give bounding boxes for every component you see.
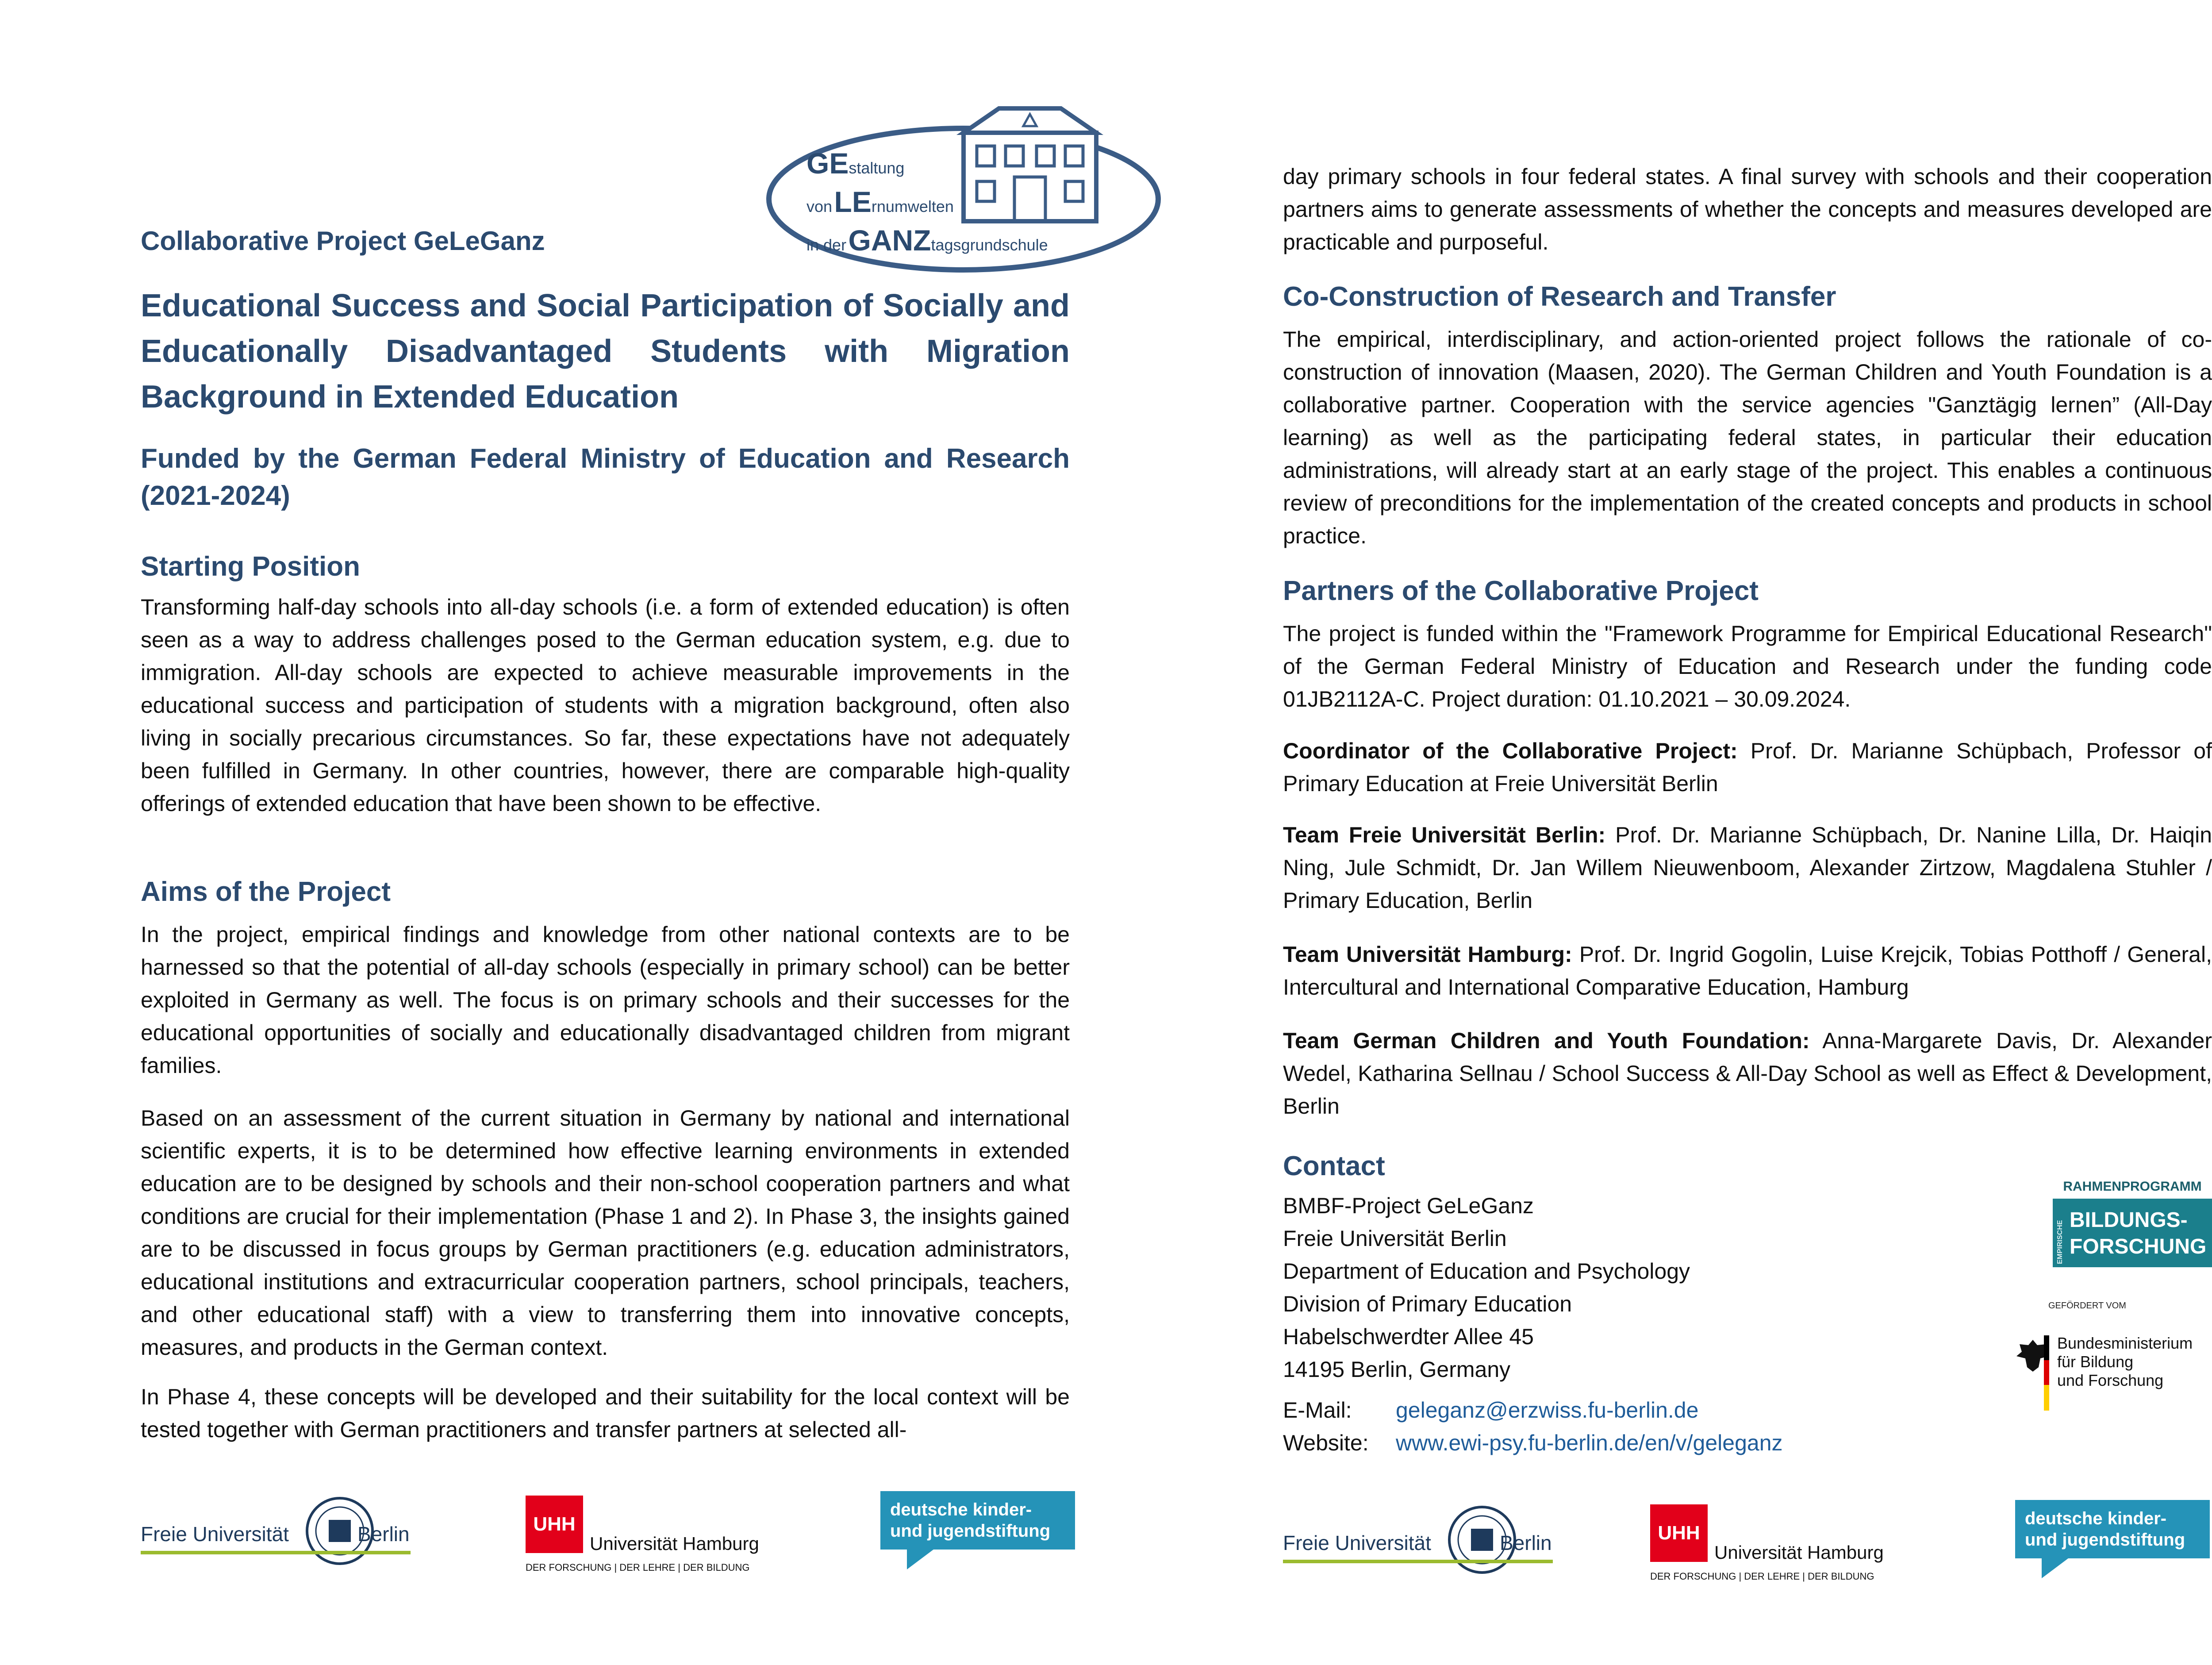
funding-statement: Funded by the German Federal Ministry of Education and Research (2021-2024) xyxy=(141,443,1070,511)
website-link[interactable]: www.ewi-psy.fu-berlin.de/en/v/geleganz xyxy=(1396,1430,1783,1455)
co-construction-text: The empirical, interdisciplinary, and action-oriented project follows the rationale of co-construction of innovation (Maasen, 2020). The German Children and Youth Foundation is a collaborative partner. Cooperation with the service agencies "Ganztägig lernen” (All-Day learning) as well as the participating federal states, in particular their education administrations, will already start at an early stage of the project. This enables a continuous review of preconditions for the implementation of the created concepts and products in school practice. xyxy=(1283,327,2212,548)
email-link[interactable]: geleganz@erzwiss.fu-berlin.de xyxy=(1396,1398,1699,1423)
project-label: Collaborative Project GeLeGanz xyxy=(141,226,545,256)
fu-berlin-logo xyxy=(141,1496,411,1571)
contact-line: Division of Primary Education xyxy=(1283,1292,1572,1316)
logo-ge: GE xyxy=(806,147,849,180)
starting-position-text: Transforming half-day schools into all-day schools (i.e. a form of extended education) is often seen as a way to address challenges posed to the German education system, e.g. due to immigration. All-day schools are expected to achieve measurable improvements in the educational success and participation of students with a migration background, often also living in socially precarious circumstances. So far, these expectations have not adequately been fulfilled in Germany. In other countries, however, there are comparable high-quality offerings of extended education that have been shown to be effective. xyxy=(141,595,1070,816)
team-uhh-label: Team Universität Hamburg: xyxy=(1283,942,1572,967)
team-fu-label: Team Freie Universität Berlin: xyxy=(1283,823,1606,847)
dkjs-logo xyxy=(880,1491,1075,1571)
team-dkjs-text: Anna-Margarete Davis, Dr. Alexander Wedel, Katharina Sellnau / School Success & All-Day School as well as Effect & Development, Berlin xyxy=(1283,1028,2212,1119)
flag-stripe xyxy=(2044,1335,2049,1411)
contact-address xyxy=(1283,1189,1902,1386)
contact-line: Freie Universität Berlin xyxy=(1283,1226,1507,1251)
team-uhh-block xyxy=(1283,938,2212,1004)
contact-line: BMBF-Project GeLeGanz xyxy=(1283,1193,1534,1218)
aims-paragraph-3: In Phase 4, these concepts will be developed and their suitability for the local context will be tested together with German practitioners and transfer partners at selected all- xyxy=(141,1384,1070,1442)
logo-rnumwelten: rnumwelten xyxy=(871,197,954,215)
fu-logo-underline xyxy=(141,1551,411,1554)
fu-logo-text-right: Berlin xyxy=(357,1523,410,1546)
dkjs-line-1: deutsche kinder- xyxy=(2025,1509,2167,1528)
uhh-mark: UHH xyxy=(526,1496,583,1553)
contact-line: Department of Education and Psychology xyxy=(1283,1259,1690,1284)
uhh-tagline: DER FORSCHUNG | DER LEHRE | DER BILDUNG xyxy=(526,1562,750,1573)
dkjs-speech-tail-icon xyxy=(907,1550,933,1569)
uhh-logo-right xyxy=(1650,1504,1898,1588)
coordinator-block xyxy=(1283,734,2212,800)
dkjs-box xyxy=(880,1491,1075,1550)
fu-logo-text-right: Berlin xyxy=(1500,1531,1552,1554)
contact-line: 14195 Berlin, Germany xyxy=(1283,1357,1511,1382)
team-fu-block xyxy=(1283,819,2212,917)
fu-logo-underline xyxy=(1283,1560,1553,1563)
bmbf-text xyxy=(2057,1334,2193,1390)
dkjs-box xyxy=(2015,1500,2210,1558)
logo-le: LE xyxy=(834,185,872,218)
bmbf-line-2: für Bildung xyxy=(2057,1353,2134,1371)
email-row xyxy=(1283,1394,1902,1427)
website-row xyxy=(1283,1427,1902,1459)
dkjs-line-2: und jugendstiftung xyxy=(890,1521,1051,1541)
uhh-name: Universität Hamburg xyxy=(1714,1542,1884,1563)
contact-line: Habelschwerdter Allee 45 xyxy=(1283,1324,1534,1349)
logo-tagsgrundschule: tagsgrundschule xyxy=(931,236,1048,254)
co-construction-heading: Co-Construction of Research and Transfer xyxy=(1283,281,1836,312)
logo-ganz: GANZ xyxy=(848,224,931,257)
coordinator-text: Prof. Dr. Marianne Schüpbach, Professor of Primary Education at Freie Universität Berlin xyxy=(1283,738,2212,796)
partners-heading: Partners of the Collaborative Project xyxy=(1283,576,1759,606)
coordinator-label: Coordinator of the Collaborative Project: xyxy=(1283,738,1738,763)
dkjs-logo-right xyxy=(2015,1500,2210,1580)
email-label: E-Mail: xyxy=(1283,1398,1352,1423)
geleganz-logo xyxy=(764,106,1207,274)
uhh-tagline: DER FORSCHUNG | DER LEHRE | DER BILDUNG xyxy=(1650,1571,1874,1582)
rahmen-side-label: EMPIRISCHE xyxy=(2056,1220,2064,1264)
rahmen-box xyxy=(2053,1199,2212,1267)
gefoerdert-label: GEFÖRDERT VOM xyxy=(2048,1301,2126,1311)
logo-staltung: staltung xyxy=(849,159,905,177)
team-dkjs-label: Team German Children and Youth Foundation: xyxy=(1283,1028,1810,1053)
dkjs-speech-tail-icon xyxy=(2042,1558,2068,1578)
dkjs-line-1: deutsche kinder- xyxy=(890,1500,1032,1519)
starting-position-heading: Starting Position xyxy=(141,551,360,582)
team-uhh-text: Prof. Dr. Ingrid Gogolin, Luise Krejcik, Tobias Potthoff / General, Intercultural and International Comparative Education, Hamburg xyxy=(1283,942,2212,1000)
aims-heading: Aims of the Project xyxy=(141,877,391,907)
contact-heading: Contact xyxy=(1283,1151,1385,1181)
continuation-text: day primary schools in four federal states. A final survey with schools and their cooperation partners aims to generate assessments of whether the concepts and measures developed are practicable and purposeful. xyxy=(1283,164,2212,254)
bmbf-line-1: Bundesministerium xyxy=(2057,1334,2193,1352)
bmbf-line-3: und Forschung xyxy=(2057,1371,2164,1389)
team-fu-text: Prof. Dr. Marianne Schüpbach, Dr. Nanine Lilla, Dr. Haiqin Ning, Jule Schmidt, Dr. Jan Willem Nieuwenboom, Alexander Zirtzow, Magdalena Stuhler / Primary Education, Berlin xyxy=(1283,823,2212,913)
rahmen-line-1: BILDUNGS- xyxy=(2070,1208,2188,1232)
logo-inder: in der xyxy=(806,236,847,254)
uhh-logo xyxy=(526,1496,773,1580)
rahmenprogramm-logo xyxy=(2053,1179,2212,1268)
fu-berlin-logo-right xyxy=(1283,1504,1553,1580)
team-dkjs-block xyxy=(1283,1024,2212,1123)
rahmen-label: RAHMENPROGRAMM xyxy=(2063,1179,2202,1194)
aims-paragraph-2: Based on an assessment of the current situation in Germany by national and international scientific experts, it is to be determined how effective learning environments in extended education are to be designed by schools and their non-school cooperation partners and what conditions are crucial for their implementation (Phase 1 and 2). In Phase 3, the insights gained are to be discussed in focus groups by German practitioners (e.g. education administrators, educational institutions and extracurricular cooperation partners, school principals, teachers, and other educational staff) with a view to transferring them into innovative concepts, measures, and products in the German context. xyxy=(141,1106,1070,1360)
page-title: Educational Success and Social Participation of Socially and Educationally Disadvantaged Students with Migration Background in Extended Education xyxy=(141,288,1070,415)
bmbf-logo xyxy=(2013,1301,2212,1451)
logo-von: von xyxy=(806,197,833,215)
uhh-name: Universität Hamburg xyxy=(590,1533,759,1554)
website-label: Website: xyxy=(1283,1430,1369,1455)
fu-logo-text-left: Freie Universität xyxy=(141,1523,289,1546)
dkjs-line-2: und jugendstiftung xyxy=(2025,1530,2185,1550)
rahmen-line-2: FORSCHUNG xyxy=(2070,1235,2207,1258)
fu-logo-text-left: Freie Universität xyxy=(1283,1531,1431,1554)
aims-paragraph-1: In the project, empirical findings and knowledge from other national contexts are to be harnessed so that the potential of all-day schools (especially in primary school) can be better exploited in Germany as well. The focus is on primary schools and their successes for the educational opportunities of socially and educationally disadvantaged children from migrant families. xyxy=(141,922,1070,1078)
uhh-mark: UHH xyxy=(1650,1504,1708,1562)
partners-text: The project is funded within the "Framework Programme for Empirical Educational Research" of the German Federal Ministry of Education and Research under the funding code 01JB2112A-C. Project duration: 01.10.2021 – 30.09.2024. xyxy=(1283,621,2212,711)
